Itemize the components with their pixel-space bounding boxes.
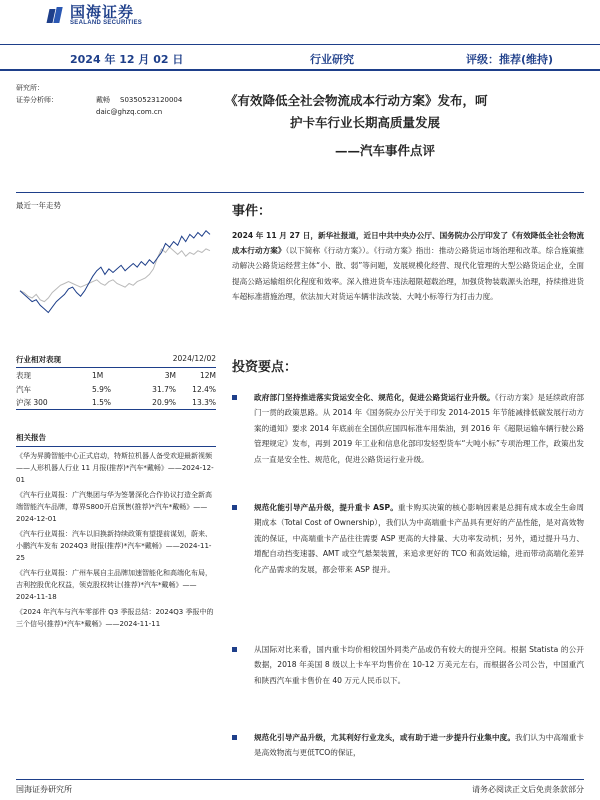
col-header: 1M	[92, 370, 104, 380]
bullet-icon	[232, 395, 237, 400]
related-report-item[interactable]: 《汽车行业周报：汽车以旧换新持续政策有望提前谋划，蔚来、小鹏汽车发布 2024Q3 财报(推荐)*汽车*戴畅》——2024-11-25	[16, 530, 212, 562]
footer-right: 请务必阅读正文后免责条款部分	[472, 785, 584, 794]
brand-logo	[48, 4, 142, 27]
related-report-item[interactable]: 《汽车行业周报：广汽集团与华为签署深化合作协议打造全新高端智能汽车品牌，尊界S800开启预售(推荐)*汽车*戴畅》——2024-12-01	[16, 491, 212, 523]
analyst-info	[16, 82, 182, 118]
related-reports	[16, 432, 216, 633]
event-heading: 事件：	[232, 204, 272, 219]
institute-label: 研究所：	[16, 84, 44, 92]
page-footer	[16, 779, 584, 795]
event-paragraph	[232, 228, 584, 304]
point-body: 从国际对比来看，国内重卡均价相较国外同类产品或仍有较大的提升空间。根据 Statista 的公开数据，2018 年美国 8 级以上卡车平均售价在 10-12 万美元左右，而根据各公司公告，中国重汽和陕西汽车重卡售价在 40 万元人民币以下。	[254, 645, 584, 685]
logo-mark-icon	[48, 7, 64, 25]
bullet-icon	[232, 647, 237, 652]
title-line-1: 《有效降低全社会物流成本行动方案》发布，呵	[225, 93, 488, 108]
col-header: 12M	[199, 370, 216, 380]
col-header: 3M	[164, 370, 176, 380]
brand-name-en: SEALAND SECURITIES	[70, 20, 143, 26]
related-report-item[interactable]: 《汽车行业周报：广州车展自主品牌加速智能化和高端化布局，吉利控股优化权益，领克股权转让(推荐)*汽车*戴畅》——2024-11-18	[16, 569, 212, 601]
chart-title: 最近一年走势	[16, 201, 61, 210]
table-cell: 13.3%	[192, 398, 216, 407]
event-lead: 2024 年 11 月 27 日，新华社报道，近日中共中央办公厅、国务院办公厅印发了《有效降低全社会物流成本行动方案》	[232, 231, 584, 256]
table-cell: 1.5%	[92, 398, 112, 407]
table-cell: 20.9%	[152, 398, 176, 407]
series-line-auto	[20, 231, 210, 313]
title-line-2: 护卡车行业长期高质量发展	[290, 115, 441, 130]
report-date: 2024 年 12 月 02 日	[70, 53, 184, 66]
table-cell: 汽车	[16, 384, 31, 394]
point-lead: 规范化引导产品升级，尤其利好行业龙头，或有助于进一步提升行业集中度。	[254, 733, 515, 742]
point-body: 我们认为中高端重卡是高效物流与更低TCO的保证，	[254, 733, 585, 758]
point-body: 重卡购买决策的核心影响因素是总拥有成本或全生命周期成本（Total Cost of Ownership），我们认为中高端重卡产品具有更好的产品性能，是对高效物流的保证，中高端重卡产品往往需要 ASP 更高的大排量、大功率发动机；另外，通过提升马力、增配自动挡变速器、AMT 或空气悬架装置，来追求更好的 TCO 和高效运输，进而带动高端化差异化产品需求的发展，都会带来 ASP 提升。	[254, 503, 584, 574]
title-subtitle: ——汽车事件点评	[335, 143, 436, 158]
logo-text	[70, 4, 142, 27]
table-cell: 12.4%	[192, 384, 216, 394]
point-body: 《行动方案》是延续政府部门一贯的政策思路。从 2014 年《国务院办公厅关于印发 2014-2015 年节能减排低碳发展行动方案的通知》要求 2014 年底前在全国供应国四标准车用柴油，到 2016 年《超限运输车辆行驶公路管理规定》发布，再到 2019 年工业和信息化部印发轻型货车“大吨小标”专项治理工作，政策出发点一直是安全性、规范化，促进公路货运行业升级。	[254, 393, 584, 464]
divider	[16, 192, 584, 193]
related-title: 相关报告	[16, 432, 216, 447]
table-cell: 5.9%	[92, 384, 112, 394]
investment-point	[236, 642, 584, 688]
report-type: 行业研究	[310, 53, 354, 66]
related-report-item[interactable]: 《华为昇腾智能中心正式启动，特斯拉机器人备受欢迎最新视频——人形机器人行业 11 月报(推荐)*汽车*戴畅》——2024-12-01	[16, 452, 214, 484]
event-body: （以下简称《行动方案》）。《行动方案》指出：推动公路货运市场治理和改革。综合施策推动解决公路货运经营主体“小、散、弱”等问题，发展规模化经营、现代化管理的大型公路货运企业，全面提高公路运输组织化程度和效率。深入推进货车违法超限超载治理，加强货物装载源头治理，持续推进货车超标准措施治理，依法加大对货运车辆非法改装、大吨小标等行为打击力度。	[232, 246, 585, 301]
analyst-name: 戴畅	[96, 96, 110, 104]
table-cell: 31.7%	[152, 384, 176, 394]
analyst-cert: S0350523120004	[120, 96, 183, 104]
performance-header	[16, 354, 216, 368]
point-lead: 政府部门坚持推进落实货运安全化、规范化，促进公路货运行业升级。	[254, 393, 495, 402]
table-header-row	[16, 368, 216, 382]
analyst-role: 证券分析师：	[16, 96, 58, 104]
report-rating: 评级：推荐(维持)	[466, 53, 554, 66]
table-cell: 沪深 300	[16, 398, 48, 407]
bullet-icon	[232, 735, 237, 740]
performance-date: 2024/12/02	[172, 354, 216, 363]
related-report-item[interactable]: 《2024 年汽车与汽车零部件 Q3 季报总结：2024Q3 季报中的三个信号(推荐)*汽车*戴畅》——2024-11-11	[16, 608, 214, 628]
report-title	[225, 92, 595, 160]
trend-chart	[16, 212, 216, 324]
performance-title: 行业相对表现	[16, 355, 61, 364]
performance-table	[16, 354, 216, 410]
series-line-hs300	[20, 247, 210, 302]
table-row	[16, 396, 216, 410]
investment-point	[236, 500, 584, 577]
footer-left: 国海证券研究所	[16, 785, 72, 794]
report-header-bar	[0, 44, 600, 71]
brand-name-cn: 国海证券	[70, 3, 135, 21]
bullet-icon	[232, 505, 237, 510]
col-header: 表现	[16, 370, 31, 380]
investment-point	[236, 730, 584, 761]
table-row	[16, 382, 216, 396]
points-heading: 投资要点：	[232, 360, 298, 375]
analyst-email[interactable]: daic@ghzq.com.cn	[96, 108, 163, 116]
point-lead: 规范化能引导产品升级，提升重卡 ASP。	[254, 503, 398, 512]
investment-point	[236, 390, 584, 467]
